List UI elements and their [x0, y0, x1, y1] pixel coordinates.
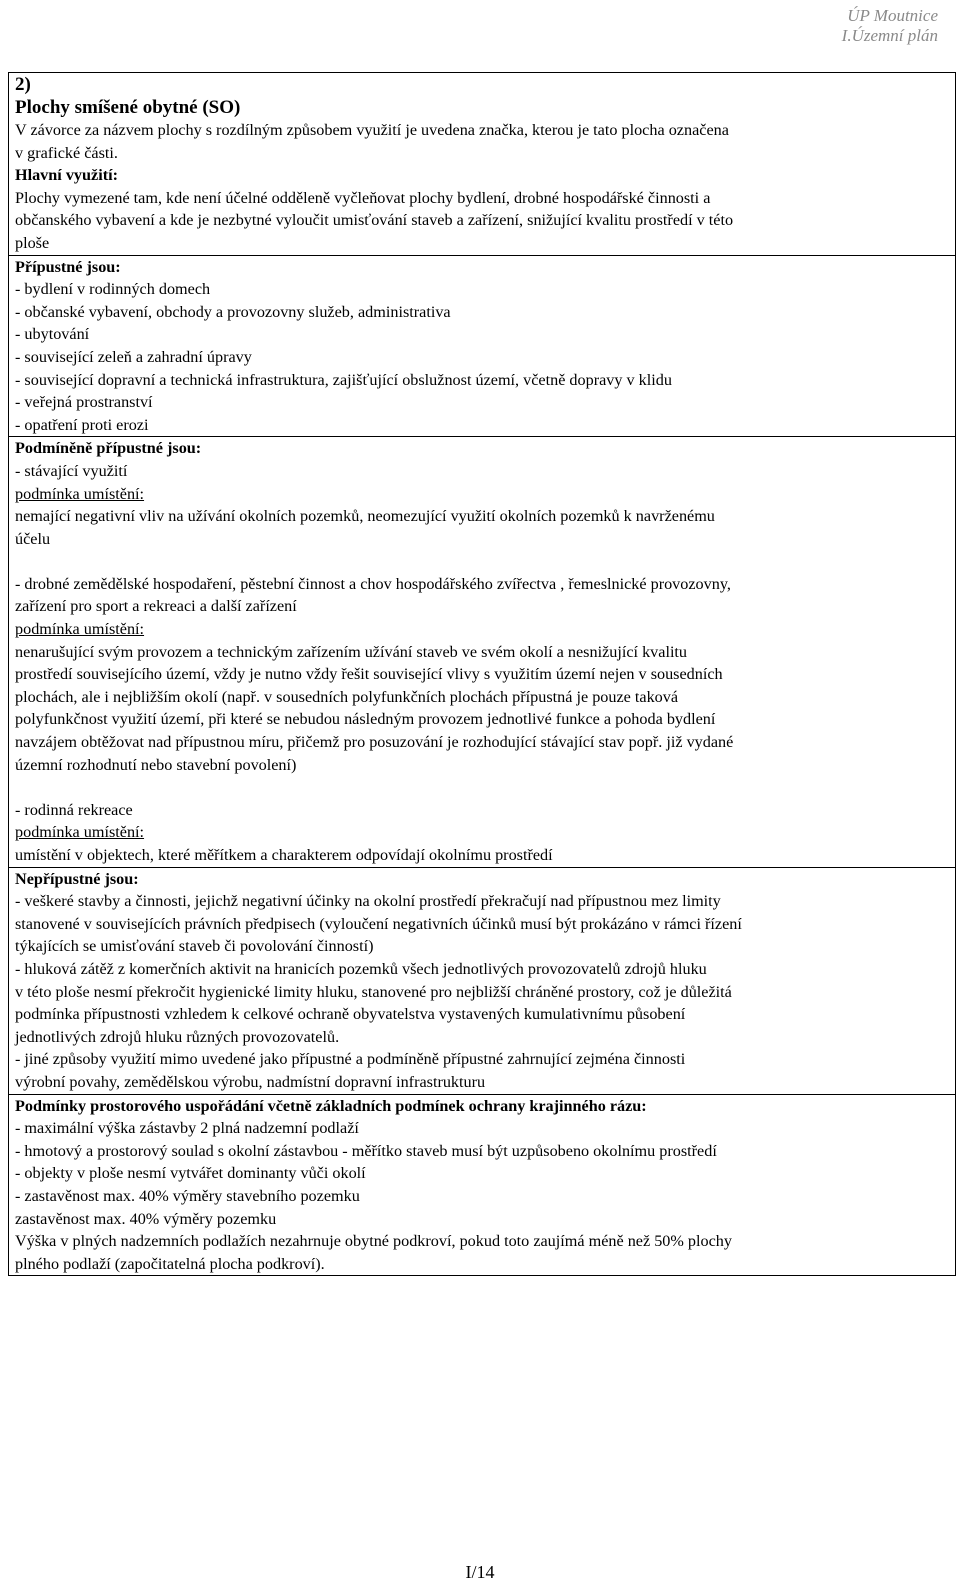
- prohibited-line: - jiné způsoby využití mimo uvedené jako přípustné a podmíněně přípustné zahrnující zejména činnosti: [15, 1050, 686, 1069]
- conditional-item: zařízení pro sport a rekreaci a další zařízení: [15, 597, 297, 616]
- prohibited-heading: Nepřípustné jsou:: [15, 869, 139, 888]
- condition-text: umístění v objektech, které měřítkem a charakterem odpovídají okolnímu prostředí: [15, 846, 553, 864]
- conditional-row: [9, 436, 955, 866]
- spatial-line: zastavěnost max. 40% výměry pozemku: [15, 1209, 277, 1228]
- prohibited-line: výrobní povahy, zemědělskou výrobu, nadmístní dopravní infrastrukturu: [15, 1072, 486, 1091]
- prohibited-line: jednotlivých zdrojů hluku různých provozovatelů.: [15, 1027, 340, 1046]
- spatial-line: - zastavěnost max. 40% výměry stavebního pozemku: [15, 1186, 360, 1205]
- permitted-item: - související dopravní a technická infrastruktura, zajišťující obslužnost území, včetně dopravy v klidu: [15, 370, 672, 389]
- permitted-row: [9, 255, 955, 437]
- page-number: I/14: [465, 1562, 495, 1582]
- condition-label: podmínka umístění:: [15, 620, 145, 639]
- permitted-item: - opatření proti erozi: [15, 415, 149, 434]
- spatial-heading: Podmínky prostorového uspořádání včetně základních podmínek ochrany krajinného rázu:: [15, 1096, 647, 1115]
- condition-label: podmínka umístění:: [15, 823, 145, 842]
- conditional-item: - stávající využití: [15, 461, 128, 480]
- spatial-line: plného podlaží (započitatelná plocha podkroví).: [15, 1254, 325, 1273]
- main-use-line: Plochy vymezené tam, kde není účelné odděleně vyčleňovat plochy bydlení, drobné hospodářské činnosti a: [15, 188, 711, 207]
- prohibited-line: - veškeré stavby a činnosti, jejichž negativní účinky na okolní prostředí překračují nad přípustnou mez limity: [15, 892, 721, 911]
- permitted-heading: Přípustné jsou:: [15, 257, 121, 276]
- conditional-heading: Podmíněně přípustné jsou:: [15, 439, 202, 458]
- spatial-row: [9, 1094, 955, 1276]
- main-use-line: ploše: [15, 233, 50, 252]
- spatial-line: - maximální výška zástavby 2 plná nadzemní podlaží: [15, 1119, 359, 1138]
- prohibited-line: - hluková zátěž z komerčních aktivit na hranicích pozemků všech jednotlivých provozovatelů zdrojů hluku: [15, 959, 707, 978]
- condition-label: podmínka umístění:: [15, 484, 145, 503]
- spatial-line: - hmotový a prostorový soulad s okolní zástavbou - měřítko staveb musí být uzpůsobeno okolnímu prostředí: [15, 1141, 717, 1160]
- prohibited-line: podmínka přípustnosti vzhledem k celkové ochraně obyvatelstva vystavených kumulativnímu působení: [15, 1005, 686, 1024]
- condition-text: polyfunkčnost využití území, při které se nebudou následným provozem jednotlivé funkce a pohoda bydlení: [15, 710, 716, 729]
- header-part: I.Územní plán: [841, 26, 938, 45]
- permitted-item: - související zeleň a zahradní úpravy: [15, 347, 252, 366]
- prohibited-line: v této ploše nesmí překročit hygienické limity hluku, stanovené pro nejbližší chráněné prostory, což je důležitá: [15, 982, 732, 1001]
- condition-text: nenarušující svým provozem a technickým zařízením užívání staveb ve svém okolí a nesnižující kvalitu: [15, 642, 688, 661]
- permitted-item: - ubytování: [15, 325, 90, 344]
- section-number: 2): [15, 74, 31, 95]
- condition-text: navzájem obtěžovat nad přípustnou míru, přičemž pro posuzování je rozhodující stávající stav popř. již vydané: [15, 733, 734, 752]
- regulation-table: [8, 72, 956, 1276]
- spatial-line: - objekty v ploše nesmí vytvářet dominanty vůči okolí: [15, 1164, 366, 1183]
- spacer: [15, 776, 949, 799]
- permitted-item: - bydlení v rodinných domech: [15, 280, 211, 299]
- prohibited-line: týkajících se umisťování staveb či povolování činností): [15, 937, 374, 956]
- spatial-line: Výška v plných nadzemních podlažích nezahrnuje obytné podkroví, pokud toto zaujímá méně než 50% plochy: [15, 1232, 732, 1251]
- permitted-item: - veřejná prostranství: [15, 393, 153, 412]
- spacer: [15, 550, 949, 573]
- condition-text: prostředí souvisejícího území, vždy je nutno vždy řešit související vlivy s využitím území nejen v sousedních: [15, 665, 723, 684]
- prohibited-line: stanovené v souvisejících právních předpisech (vyloučení negativních účinků musí být prokázáno v rámci řízení: [15, 914, 742, 933]
- condition-text: plochách, ale i nejbližším okolí (např. v sousedních polyfunkčních plochách přípustná je pouze taková: [15, 687, 679, 706]
- intro-line: V závorce za názvem plochy s rozdílným způsobem využití je uvedena značka, kterou je tato plocha označena: [15, 121, 729, 139]
- document-header: [842, 6, 938, 46]
- conditional-item: - drobné zemědělské hospodaření, pěstební činnost a chov hospodářského zvířectva , řemeslnické provozovny,: [15, 574, 731, 593]
- intro-line: v grafické části.: [15, 143, 118, 162]
- conditional-item: - rodinná rekreace: [15, 800, 133, 819]
- condition-text: územní rozhodnutí nebo stavební povolení): [15, 755, 297, 774]
- main-use-line: občanského vybavení a kde je nezbytné vyloučit umisťování staveb a zařízení, snižující kvalitu prostředí v této: [15, 211, 734, 230]
- header-project: ÚP Moutnice: [847, 6, 938, 25]
- condition-text: účelu: [15, 529, 51, 548]
- permitted-item: - občanské vybavení, obchody a provozovny služeb, administrativa: [15, 302, 451, 321]
- main-use-heading: Hlavní využití:: [15, 166, 118, 185]
- section-title: Plochy smíšené obytné (SO): [15, 97, 241, 118]
- title-row: [9, 73, 955, 255]
- condition-text: nemající negativní vliv na užívání okolních pozemků, neomezující využití okolních pozemků k navrženému: [15, 507, 715, 526]
- prohibited-row: [9, 867, 955, 1094]
